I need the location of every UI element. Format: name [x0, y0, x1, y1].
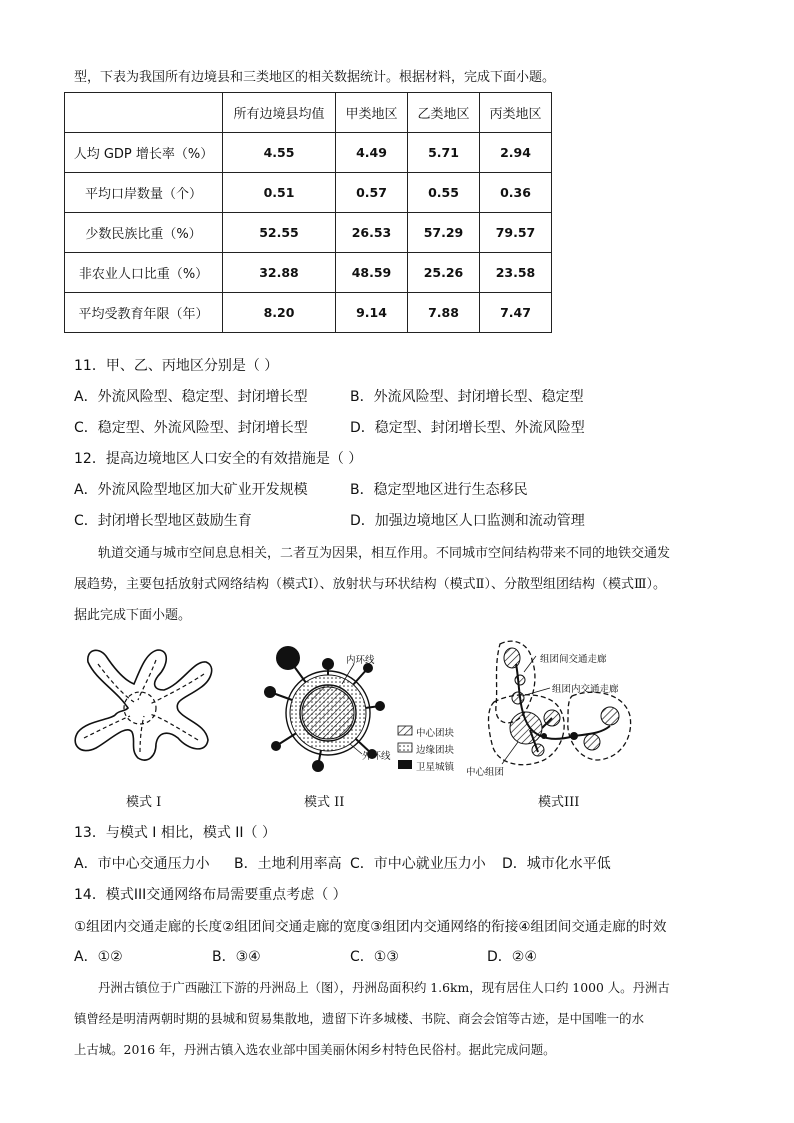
table-cell: 9.14	[336, 293, 408, 333]
table-cell: 4.55	[223, 133, 336, 173]
row-label: 平均口岸数量（个）	[65, 173, 223, 213]
table-cell: 57.29	[408, 213, 480, 253]
q11-stem: 11．甲、乙、丙地区分别是（ ）	[74, 358, 279, 374]
table-row	[65, 293, 552, 333]
table-cell: 4.49	[336, 133, 408, 173]
passage3-line-1: 丹洲古镇位于广西融江下游的丹洲岛上（图），丹洲岛面积约 1.6km，现有居住人口约 1000 人。丹洲古	[98, 980, 670, 995]
table-cell: 0.36	[480, 173, 552, 213]
caption-mode3: 模式III	[538, 795, 580, 810]
table-header-cell: 丙类地区	[480, 93, 552, 133]
table-cell: 0.51	[223, 173, 336, 213]
row-label: 平均受教育年限（年）	[65, 293, 223, 333]
label-within-corridor: 组团内交通走廊	[552, 684, 619, 695]
table-row	[65, 213, 552, 253]
q12-option-b[interactable]: B．稳定型地区进行生态移民	[350, 482, 528, 498]
table-header-cell: 乙类地区	[408, 93, 480, 133]
q13-stem: 13．与模式 I 相比，模式 II（ ）	[74, 825, 277, 841]
table-cell: 5.71	[408, 133, 480, 173]
q14-option-d[interactable]: D．②④	[487, 949, 537, 965]
legend-edge-cluster: 边缘团块	[416, 745, 455, 756]
q14-option-a[interactable]: A．①②	[74, 949, 123, 965]
passage2-line-1: 轨道交通与城市空间息息相关，二者互为因果，相互作用。不同城市空间结构带来不同的地铁交通发	[98, 546, 671, 561]
q14-items: ①组团内交通走廊的长度②组团间交通走廊的宽度③组团内交通网络的衔接④组团间交通走廊的时效	[74, 919, 667, 935]
q12-option-a[interactable]: A．外流风险型地区加大矿业开发规模	[74, 482, 308, 498]
label-center-cluster: 中心组团	[466, 767, 505, 778]
table-header-cell: 甲类地区	[336, 93, 408, 133]
q14-stem: 14．模式III交通网络布局需要重点考虑（ ）	[74, 887, 347, 903]
q12-stem: 12．提高边境地区人口安全的有效措施是（ ）	[74, 451, 363, 467]
label-inner-ring: 内环线	[346, 655, 375, 666]
stats-table	[64, 92, 552, 333]
table-cell: 0.55	[408, 173, 480, 213]
table-cell: 48.59	[336, 253, 408, 293]
caption-mode1: 模式 I	[126, 795, 162, 810]
table-cell: 25.26	[408, 253, 480, 293]
table-row	[65, 173, 552, 213]
q12-option-d[interactable]: D．加强边境地区人口监测和流动管理	[350, 513, 585, 529]
q13-option-d[interactable]: D．城市化水平低	[502, 856, 611, 872]
mode1-diagram	[66, 640, 218, 770]
passage3-line-2: 镇曾经是明清两朝时期的县城和贸易集散地，遗留下许多城楼、书院、商会会馆等古迹，是中国唯一的水	[74, 1011, 644, 1026]
table-row	[65, 133, 552, 173]
q13-option-c[interactable]: C．市中心就业压力小	[350, 856, 486, 872]
table-cell: 26.53	[336, 213, 408, 253]
row-label: 少数民族比重（%）	[65, 213, 223, 253]
passage2-line-2: 展趋势，主要包括放射式网络结构（模式Ⅰ）、放射状与环状结构（模式Ⅱ）、分散型组团结构（模式Ⅲ）。	[74, 577, 667, 592]
q13-option-b[interactable]: B．土地利用率高	[234, 856, 342, 872]
table-cell: 32.88	[223, 253, 336, 293]
caption-mode2: 模式 II	[304, 795, 345, 810]
label-outer-ring: 外环线	[362, 751, 391, 762]
row-label: 非农业人口比重（%）	[65, 253, 223, 293]
q11-option-a[interactable]: A．外流风险型、稳定型、封闭增长型	[74, 389, 308, 405]
table-header-cell	[65, 93, 223, 133]
q11-option-b[interactable]: B．外流风险型、封闭增长型、稳定型	[350, 389, 584, 405]
table-cell: 2.94	[480, 133, 552, 173]
label-between-corridor: 组团间交通走廊	[540, 654, 607, 665]
q11-option-d[interactable]: D．稳定型、封闭增长型、外流风险型	[350, 420, 585, 436]
table-header-cell: 所有边境县均值	[223, 93, 336, 133]
passage2-line-3: 据此完成下面小题。	[74, 608, 192, 623]
table-cell: 23.58	[480, 253, 552, 293]
table-cell: 52.55	[223, 213, 336, 253]
table-cell: 7.47	[480, 293, 552, 333]
table-cell: 79.57	[480, 213, 552, 253]
table-cell: 7.88	[408, 293, 480, 333]
table-cell: 8.20	[223, 293, 336, 333]
q13-option-a[interactable]: A．市中心交通压力小	[74, 856, 210, 872]
legend-center-cluster: 中心团块	[416, 728, 455, 739]
passage3-line-3: 上古城。2016 年，丹洲古镇入选农业部中国美丽休闲乡村特色民俗村。据此完成问题。	[74, 1042, 556, 1057]
intro-text: 型，下表为我国所有边境县和三类地区的相关数据统计。根据材料，完成下面小题。	[74, 70, 556, 85]
legend-satellite-town: 卫星城镇	[416, 762, 455, 773]
q14-option-b[interactable]: B．③④	[212, 949, 261, 965]
q11-option-c[interactable]: C．稳定型、外流风险型、封闭增长型	[74, 420, 308, 436]
table-row	[65, 253, 552, 293]
row-label: 人均 GDP 增长率（%）	[65, 133, 223, 173]
q12-option-c[interactable]: C．封闭增长型地区鼓励生育	[74, 513, 252, 529]
table-header-row	[65, 93, 552, 133]
q14-option-c[interactable]: C．①③	[350, 949, 399, 965]
table-cell: 0.57	[336, 173, 408, 213]
